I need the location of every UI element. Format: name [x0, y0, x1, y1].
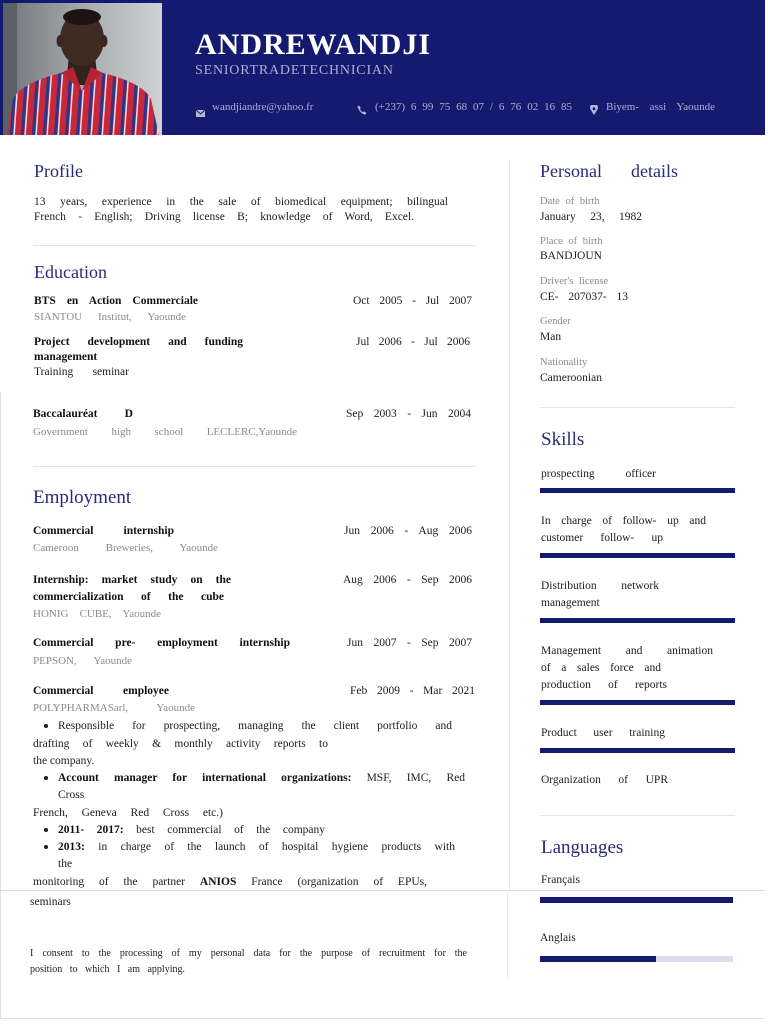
field-label-gender: Gender — [540, 316, 571, 327]
header-banner — [0, 0, 765, 135]
section-divider — [33, 245, 476, 246]
bullet-line — [58, 823, 325, 837]
email-link[interactable]: wandjiandre@yahoo.fr — [212, 101, 314, 113]
field-value-gender: Man — [540, 331, 562, 343]
languages-heading: Languages — [541, 837, 624, 858]
phone-icon — [357, 102, 367, 120]
skill-bar — [540, 488, 735, 493]
job-dates: Aug 2006 - Sep 2006 — [343, 574, 472, 586]
language-bar — [540, 956, 733, 962]
education-title: BTS en Action Commerciale — [34, 295, 198, 307]
education-heading: Education — [34, 262, 107, 282]
education-title: Baccalauréat D — [33, 408, 133, 420]
education-institution: SIANTOU Institut, Yaounde — [34, 311, 186, 323]
education-title: Project development and funding — [34, 336, 243, 348]
profile-heading: Profile — [34, 161, 83, 181]
education-dates: Sep 2003 - Jun 2004 — [346, 408, 471, 420]
skill-label: Organization of UPR — [541, 774, 668, 786]
consent-line: I consent to the processing of my personal data for the purpose of recruitment for the — [30, 948, 467, 959]
job-title: Internship: market study on the — [33, 574, 231, 586]
field-label-place-of-birth: Place of birth — [540, 236, 603, 247]
employment-heading: Employment — [33, 487, 132, 508]
job-employer: POLYPHARMASarl, Yaounde — [33, 702, 195, 714]
skill-bar-fill — [540, 748, 735, 753]
skill-label: In charge of follow- up and — [541, 515, 706, 527]
bullet-lead: 2011- 2017: — [58, 824, 124, 836]
page-left-edge — [0, 392, 1, 1018]
section-divider — [33, 466, 476, 467]
bullet-line: seminars — [30, 896, 71, 908]
bullet-text: in charge of the launch of hospital hygiene products with — [98, 841, 456, 853]
job-dates: Jun 2006 - Aug 2006 — [344, 525, 472, 537]
bullet-line: Cross — [58, 789, 85, 801]
language-bar-fill — [540, 956, 656, 962]
skill-bar-fill — [540, 618, 735, 623]
bullet-line: French, Geneva Red Cross etc.) — [33, 807, 223, 819]
location: Biyem- assi Yaounde — [606, 101, 715, 113]
language-bar-fill — [540, 897, 733, 903]
field-label-date-of-birth: Date of birth — [540, 196, 600, 207]
candidate-name: ANDREWANDJI — [195, 28, 432, 61]
column-divider-lower — [507, 892, 508, 979]
envelope-icon — [196, 104, 205, 122]
skill-label: management — [541, 597, 600, 609]
skill-bar — [540, 700, 735, 705]
job-employer: HONIG CUBE, Yaounde — [33, 608, 161, 620]
job-dates: Jun 2007 - Sep 2007 — [347, 637, 472, 649]
job-title: SENIORTRADETECHNICIAN — [195, 63, 394, 78]
partner-name: ANIOS — [199, 876, 237, 888]
bullet-line — [33, 875, 427, 889]
skill-label: customer follow- up — [541, 532, 663, 544]
bullet-icon — [44, 776, 48, 780]
job-employer: Cameroon Breweries, Yaounde — [33, 542, 218, 554]
language-name: Français — [541, 874, 580, 886]
field-label-nationality: Nationality — [540, 357, 588, 368]
bullet-line: Responsible for prospecting, managing the client portfolio and — [58, 720, 452, 732]
bullet-text: monitoring of the partner — [33, 876, 186, 888]
column-divider — [509, 160, 510, 890]
bullet-line: drafting of weekly & monthly activity reports to — [33, 738, 328, 750]
field-value-nationality: Cameroonian — [540, 372, 602, 384]
phone-number: (+237) 6 99 75 68 07 / 6 76 02 16 85 — [375, 101, 572, 113]
skill-bar-fill — [540, 553, 735, 558]
skill-bar — [540, 618, 735, 623]
language-bar — [540, 897, 733, 903]
skill-bar — [540, 748, 735, 753]
job-title: commercialization of the cube — [33, 591, 224, 603]
page-seam — [0, 890, 765, 891]
skill-label: Distribution network — [541, 580, 659, 592]
job-title: Commercial pre- employment internship — [33, 637, 290, 649]
skill-label: Product user training — [541, 727, 665, 739]
skill-bar — [540, 553, 735, 558]
bullet-icon — [44, 845, 48, 849]
bullet-icon — [44, 828, 48, 832]
bullet-line: the — [58, 858, 73, 870]
bullet-lead: 2013: — [58, 841, 85, 853]
profile-text-line: 13 years, experience in the sale of biomedical equipment; bilingual — [34, 196, 448, 208]
bullet-text: France (organization of EPUs, — [251, 876, 428, 888]
education-dates: Jul 2006 - Jul 2006 — [356, 336, 470, 348]
language-name: Anglais — [540, 932, 576, 944]
page-bottom-edge — [0, 1018, 765, 1019]
map-pin-icon — [590, 102, 598, 120]
education-title: management — [34, 351, 98, 363]
skills-heading: Skills — [541, 429, 585, 450]
education-dates: Oct 2005 - Jul 2007 — [353, 295, 472, 307]
skill-label: production of reports — [541, 679, 667, 691]
job-dates: Feb 2009 - Mar 2021 — [350, 685, 475, 697]
profile-text-line: French - English; Driving license B; knowledge of Word, Excel. — [34, 211, 414, 223]
personal-details-heading: Personal details — [540, 161, 678, 181]
education-institution: Training seminar — [34, 366, 129, 378]
field-value-drivers-license: CE- 207037- 13 — [540, 291, 628, 303]
field-label-drivers-license: Driver's license — [540, 276, 609, 287]
bullet-line: the company. — [33, 755, 95, 767]
bullet-lead: Account manager for international organizations: — [58, 772, 352, 784]
skill-label: of a sales force and — [541, 662, 661, 674]
section-divider — [540, 407, 735, 408]
skill-bar-fill — [540, 700, 735, 705]
bullet-line — [58, 840, 455, 854]
skill-label: prospecting officer — [541, 468, 656, 480]
bullet-text: MSF, IMC, Red — [366, 772, 465, 784]
bullet-icon — [44, 724, 48, 728]
job-title: Commercial employee — [33, 685, 169, 697]
portrait-image — [3, 3, 162, 135]
job-employer: PEPSON, Yaounde — [33, 655, 132, 667]
education-institution: Government high school LECLERC,Yaounde — [33, 426, 297, 438]
field-value-place-of-birth: BANDJOUN — [540, 250, 602, 262]
skill-bar-fill — [540, 488, 735, 493]
job-title: Commercial internship — [33, 525, 174, 537]
skill-label: Management and animation — [541, 645, 713, 657]
bullet-text: best commercial of the company — [136, 824, 325, 836]
field-value-date-of-birth: January 23, 1982 — [540, 211, 642, 223]
profile-photo — [3, 3, 162, 135]
section-divider — [540, 815, 735, 816]
consent-line: position to which I am applying. — [30, 964, 185, 975]
bullet-line — [58, 771, 465, 785]
